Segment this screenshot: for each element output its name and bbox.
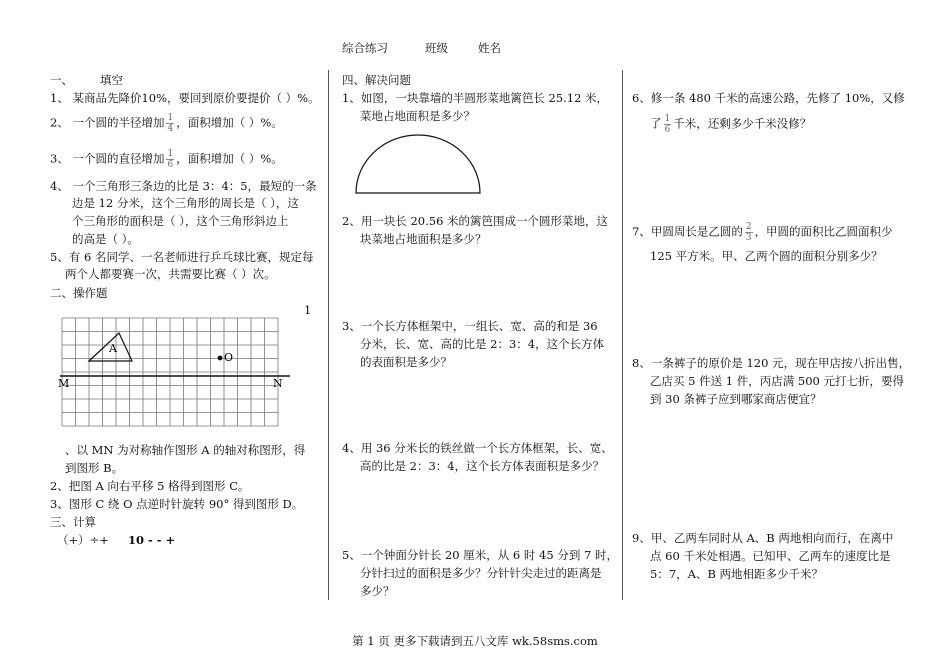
problem5-line2: 分针扫过的面积是多少？分针针尖走过的距离是 — [360, 566, 602, 580]
problem4-line1: 4、用 36 分米长的铁丝做一个长方体框架，长、宽、 — [342, 441, 613, 455]
semicircle-shape — [356, 135, 480, 193]
fill-q2: 2、 一个圆的半径增加 $\frac{1}{4}$ ，面积增加（ ）%。 — [50, 113, 283, 134]
problem8-line2: 乙店买 5 件送 1 件，丙店满 500 元打七折，要得 — [650, 374, 905, 388]
problem3-line1: 3、一个长方体框架中，一组长、宽、高的和是 36 — [342, 319, 598, 333]
problem5-line1: 5、一个钟面分针长 20 厘米，从 6 时 45 分到 7 时， — [342, 548, 618, 562]
section1-number: 一、 — [50, 73, 73, 87]
problem7-line1: 7、甲圆周长是乙圆的 $\frac{2}{3}$ ，甲圆的面积比乙圆面积少 — [632, 222, 893, 243]
problem9-line1: 9、甲、乙两车同时从 A、B 两地相向而行，在离中 — [632, 531, 894, 545]
problem2-line1: 2、用一块长 20.56 米的篱笆围成一个圆形菜地，这 — [342, 214, 609, 228]
op-instruction3: 3、图形 C 绕 O 点逆时针旋转 90° 得到图形 D。 — [50, 497, 304, 511]
problem4-line2: 高的比是 2：3：4，这个长方体表面积是多少？ — [360, 459, 605, 473]
problem9-line2: 点 60 千米处相遇。已知甲、乙两车的速度比是 — [650, 549, 891, 563]
section4-title: 四、解决问题 — [342, 73, 411, 87]
problem6-line2: 了 $\frac{1}{6}$ 千米，还剩多少千米没修？ — [650, 114, 812, 135]
name-label: 姓名 — [478, 41, 501, 55]
calc-expression-a: （+）÷+ — [57, 533, 109, 547]
fill-q3: 3、 一个圆的直径增加 $\frac{1}{6}$ ，面积增加（ ）%。 — [50, 149, 283, 170]
fraction-one-sixth-km: $\frac{1}{6}$ — [664, 114, 671, 135]
label-a: A — [109, 342, 117, 355]
point-o — [218, 356, 223, 361]
fill-q5-line1: 5、有 6 名同学、一名老师进行乒乓球比赛，规定每 — [50, 250, 314, 264]
column-divider-left — [328, 70, 329, 600]
fill-q5-line2: 两个人都要赛一次，共需要比赛（ ）次。 — [65, 267, 276, 281]
fill-q1: 1、 某商品先降价10%，要回到原价要提价（ ）%。 — [50, 91, 320, 105]
op-instruction1-line1: 、以 MN 为对称轴作图形 A 的轴对称图形，得 — [65, 443, 306, 457]
fill-q4-line3: 个三角形的面积是（ ），这个三角形斜边上 — [72, 214, 289, 228]
problem1-line2: 菜地占地面积是多少？ — [360, 109, 475, 123]
op-instruction1-line2: 到图形 B。 — [65, 461, 124, 475]
op-instruction2: 2、把图 A 向右平移 5 格得到图形 C。 — [50, 479, 250, 493]
grid-number: 1 — [304, 303, 312, 317]
page-title: 综合练习 — [342, 41, 388, 55]
fraction-one-sixth: $\frac{1}{6}$ — [167, 149, 174, 170]
fill-q4-line1: 4、 一个三角形三条边的比是 3：4：5，最短的一条 — [50, 179, 317, 193]
problem6-line1: 6、修一条 480 千米的高速公路，先修了 10%，又修 — [632, 91, 905, 105]
page-footer: 第 1 页 更多下载请到五八文库 wk.58sms.com — [352, 634, 598, 648]
class-label: 班级 — [425, 41, 448, 55]
fraction-one-quarter: $\frac{1}{4}$ — [167, 113, 174, 134]
problem8-line3: 到 30 条裤子应到哪家商店便宜？ — [650, 392, 822, 406]
label-o: O — [224, 351, 234, 364]
problem5-line3: 多少？ — [360, 584, 395, 598]
label-n: N — [273, 377, 283, 390]
fraction-two-thirds: $\frac{2}{3}$ — [745, 222, 752, 243]
section3-title: 三、计算 — [50, 515, 96, 529]
problem2-line2: 块菜地占地面积是多少？ — [360, 232, 487, 246]
section1-title: 填空 — [100, 73, 123, 87]
fill-q4-line4: 的高是（ ）。 — [72, 232, 139, 246]
grid-figure — [55, 315, 315, 437]
problem1-line1: 1、如图，一块靠墙的半圆形菜地篱笆长 25.12 米， — [342, 91, 609, 105]
problem8-line1: 8、一条裤子的原价是 120 元，现在甲店按八折出售， — [632, 356, 911, 370]
semicircle-figure — [350, 130, 486, 196]
label-m: M — [58, 377, 70, 390]
calc-expression-b: 10 - - + — [128, 533, 176, 547]
grid-lines — [62, 318, 278, 426]
section2-title: 二、操作题 — [50, 286, 108, 300]
problem3-line2: 分米，长、宽、高的比是 2：3：4，这个长方体 — [360, 337, 605, 351]
problem9-line3: 5：7，A、B 两地相距多少千米？ — [650, 567, 824, 581]
problem7-line2: 125 平方米。甲、乙两个圆的面积分别多少？ — [650, 249, 883, 263]
problem3-line3: 的表面积是多少？ — [360, 355, 452, 369]
column-divider-right — [622, 70, 623, 600]
fill-q4-line2: 边是 12 分米，这个三角形的周长是（ ），这 — [72, 196, 299, 210]
